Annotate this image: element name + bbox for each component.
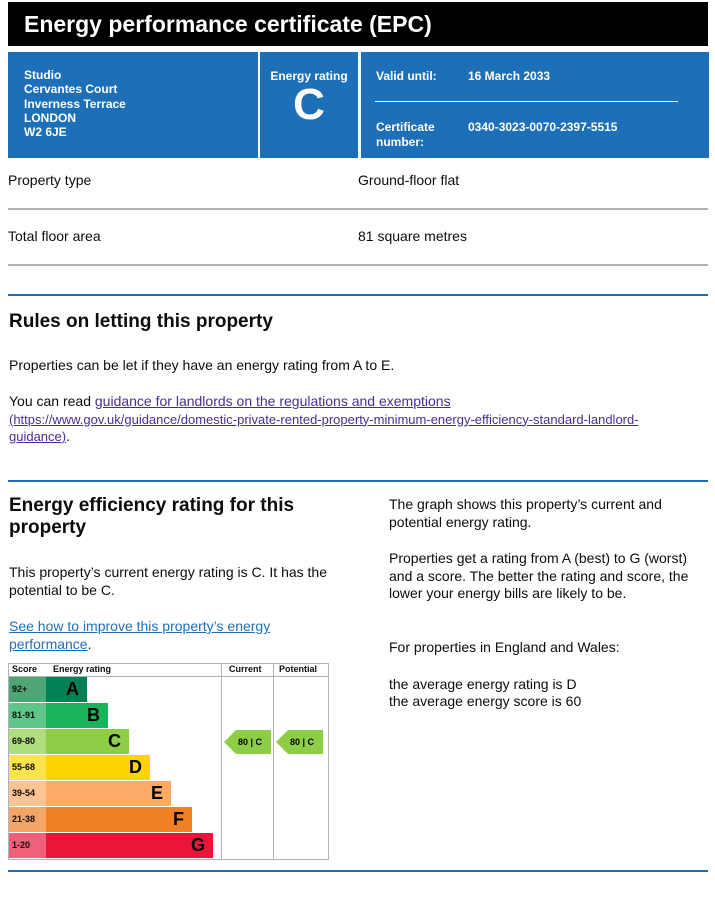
- valid-until-label: Valid until:: [376, 69, 437, 83]
- letting-text: Properties can be let if they have an energy rating from A to E.: [9, 357, 395, 373]
- floor-area-label: Total floor area: [8, 228, 101, 244]
- rating-header: Energy rating: [53, 664, 112, 674]
- certificate-box: [361, 52, 709, 158]
- section-divider: [8, 294, 708, 296]
- improve-suffix: .: [87, 635, 92, 652]
- band-letter: E: [150, 783, 163, 803]
- rating-value: C: [293, 80, 325, 129]
- section-divider: [8, 480, 708, 482]
- certificate-number-label: Certificate number:: [376, 120, 435, 149]
- floor-area-value: 81 square metres: [358, 228, 467, 244]
- letting-guidance: [9, 393, 699, 446]
- guidance-suffix: .: [66, 428, 70, 444]
- band-score-b: 81-91: [9, 703, 46, 728]
- band-score-g: 1-20: [9, 833, 46, 858]
- band-bar-d: [46, 755, 150, 780]
- letting-heading: Rules on letting this property: [9, 311, 273, 332]
- band-score-d: 55-68: [9, 755, 46, 780]
- potential-rating-arrow: [276, 730, 323, 754]
- section-divider: [8, 870, 708, 872]
- band-score-a: 92+: [9, 677, 46, 702]
- band-letter: B: [87, 705, 100, 725]
- potential-rating-arrow-label: 80 | C: [290, 737, 315, 747]
- band-letter: G: [190, 835, 205, 855]
- property-type-label: Property type: [8, 172, 92, 188]
- rating-explanation: Properties get a rating from A (best) to G (worst) and a score. The better the rating and score, the lower your energy bills are likely to be.: [389, 550, 689, 601]
- band-score-c: 69-80: [9, 729, 46, 754]
- band-bar-e: [46, 781, 171, 806]
- band-bar-f: [46, 807, 192, 832]
- title-bar: [8, 2, 708, 46]
- efficiency-text: This property’s current energy rating is C. It has the potential to be C.: [9, 564, 327, 598]
- address-line: Studio: [24, 68, 62, 82]
- improve-paragraph: [9, 618, 339, 653]
- band-bar-a: [46, 677, 87, 702]
- rating-box: [260, 52, 358, 158]
- property-type-value: Ground-floor flat: [358, 172, 460, 188]
- band-letter: A: [66, 679, 79, 699]
- energy-rating-chart: [8, 663, 328, 859]
- divider: [8, 208, 708, 210]
- guidance-url-link[interactable]: (https://www.gov.uk/guidance/domestic-private-rented-property-minimum-energy-efficiency-standard-landlord-guidance): [9, 411, 639, 444]
- chart-divider: [273, 663, 274, 859]
- average-score: the average energy score is 60: [389, 693, 582, 709]
- band-bar-c: [46, 729, 129, 754]
- page-title: Energy performance certificate (EPC): [24, 11, 432, 37]
- valid-until-value: 16 March 2033: [468, 69, 551, 83]
- potential-header: Potential: [279, 664, 318, 674]
- improve-link[interactable]: See how to improve this property’s energy performance: [9, 618, 271, 652]
- divider: [8, 264, 708, 266]
- address-line: Inverness Terrace: [24, 96, 126, 111]
- graph-description: The graph shows this property’s current and potential energy rating.: [389, 496, 662, 530]
- band-letter: D: [129, 757, 142, 777]
- address-line: W2 6JE: [24, 125, 67, 140]
- rating-label: Energy rating: [270, 69, 348, 83]
- efficiency-heading: Energy efficiency rating for this property: [9, 495, 295, 538]
- guidance-link[interactable]: guidance for landlords on the regulations and exemptions: [94, 393, 451, 409]
- band-score-e: 39-54: [9, 781, 46, 806]
- address-box: [8, 52, 258, 158]
- band-bar-b: [46, 703, 108, 728]
- band-letter: C: [108, 731, 121, 751]
- address-line: Cervantes Court: [24, 82, 118, 97]
- address-line: LONDON: [24, 110, 76, 125]
- score-header: Score: [12, 664, 38, 674]
- average-rating: the average energy rating is D: [389, 676, 577, 692]
- guidance-prefix: You can read: [9, 393, 95, 409]
- current-header: Current: [229, 664, 262, 674]
- certificate-number-value: 0340-3023-0070-2397-5515: [468, 120, 618, 134]
- band-score-f: 21-38: [9, 807, 46, 832]
- current-rating-arrow: [224, 730, 271, 754]
- band-bar-g: [46, 833, 213, 858]
- current-rating-arrow-label: 80 | C: [238, 737, 263, 747]
- chart-divider: [221, 663, 222, 859]
- divider: [375, 101, 678, 102]
- england-wales-label: For properties in England and Wales:: [389, 639, 620, 655]
- band-letter: F: [173, 809, 184, 829]
